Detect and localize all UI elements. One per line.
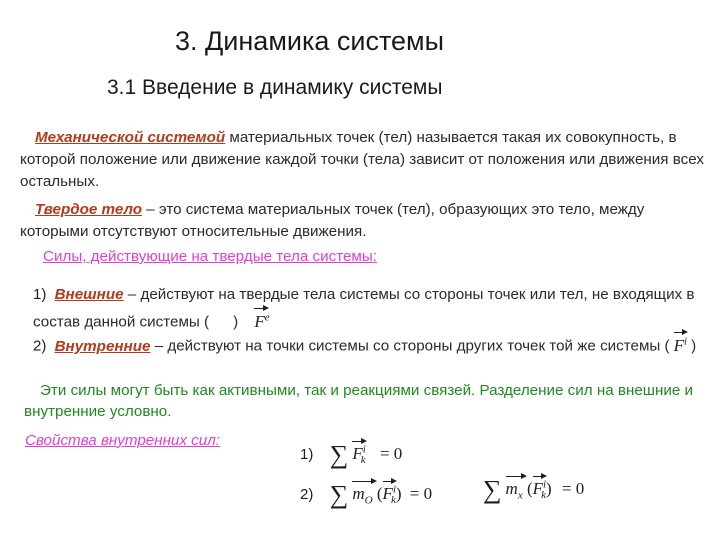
note-text: Эти силы могут быть как активными, так и реакциями связей. Разделение сил на внешние и внутренние условно. [24,382,693,420]
properties-heading: Свойства внутренних сил: [25,432,221,449]
internal-close: ) [691,337,697,355]
internal-number: 2) [33,337,47,355]
internal-text: – действуют на точки системы со стороны других точек той же системы ( [150,337,670,355]
formula-1-number: 1) [300,446,314,463]
formula-2: 2) ∑ $m_O$ $(F^i_k) = 0$ [300,480,433,509]
formula-2-number: 2) [300,486,314,503]
definition-mechanical-system [20,127,710,193]
formula-3: ∑ $m_x$ $(F^i_k) = 0$ [483,475,585,504]
definition-rigid-text: – это система материальных точек (тел), образующих это тело, между которыми отсутствуют относительные движения. [20,201,645,240]
definition-rigid-body [20,199,710,243]
term-external: Внешние [54,286,124,303]
term-mechanical-system: Механической системой [35,129,226,146]
term-rigid-body: Твердое тело [35,201,143,218]
internal-force-symbol: $F^i$ [673,335,688,355]
external-forces-item [33,284,713,334]
external-number: 1) [33,286,47,303]
term-internal: Внутренние [54,337,151,355]
external-close: ) [233,313,239,331]
external-text: – действуют на твердые тела системы со стороны точек или тел, не входящих в состав данной системы ( [33,286,695,331]
page-title: 3. Динамика системы [175,26,445,56]
section-subtitle: 3.1 Введение в динамику системы [107,76,443,99]
forces-heading: Силы, действующие на твердые тела системы: [43,248,378,265]
internal-forces-item [33,330,713,358]
formula-1: 1) ∑ $F^i_k = 0$ [300,440,403,469]
external-force-symbol: $F^e$ [254,311,270,331]
definition-mechanical-text: материальных точек (тел) называется такая их совокупность, в которой положение или движение каждой точки (тела) зависит от положения или движения всех остальных. [20,129,704,190]
